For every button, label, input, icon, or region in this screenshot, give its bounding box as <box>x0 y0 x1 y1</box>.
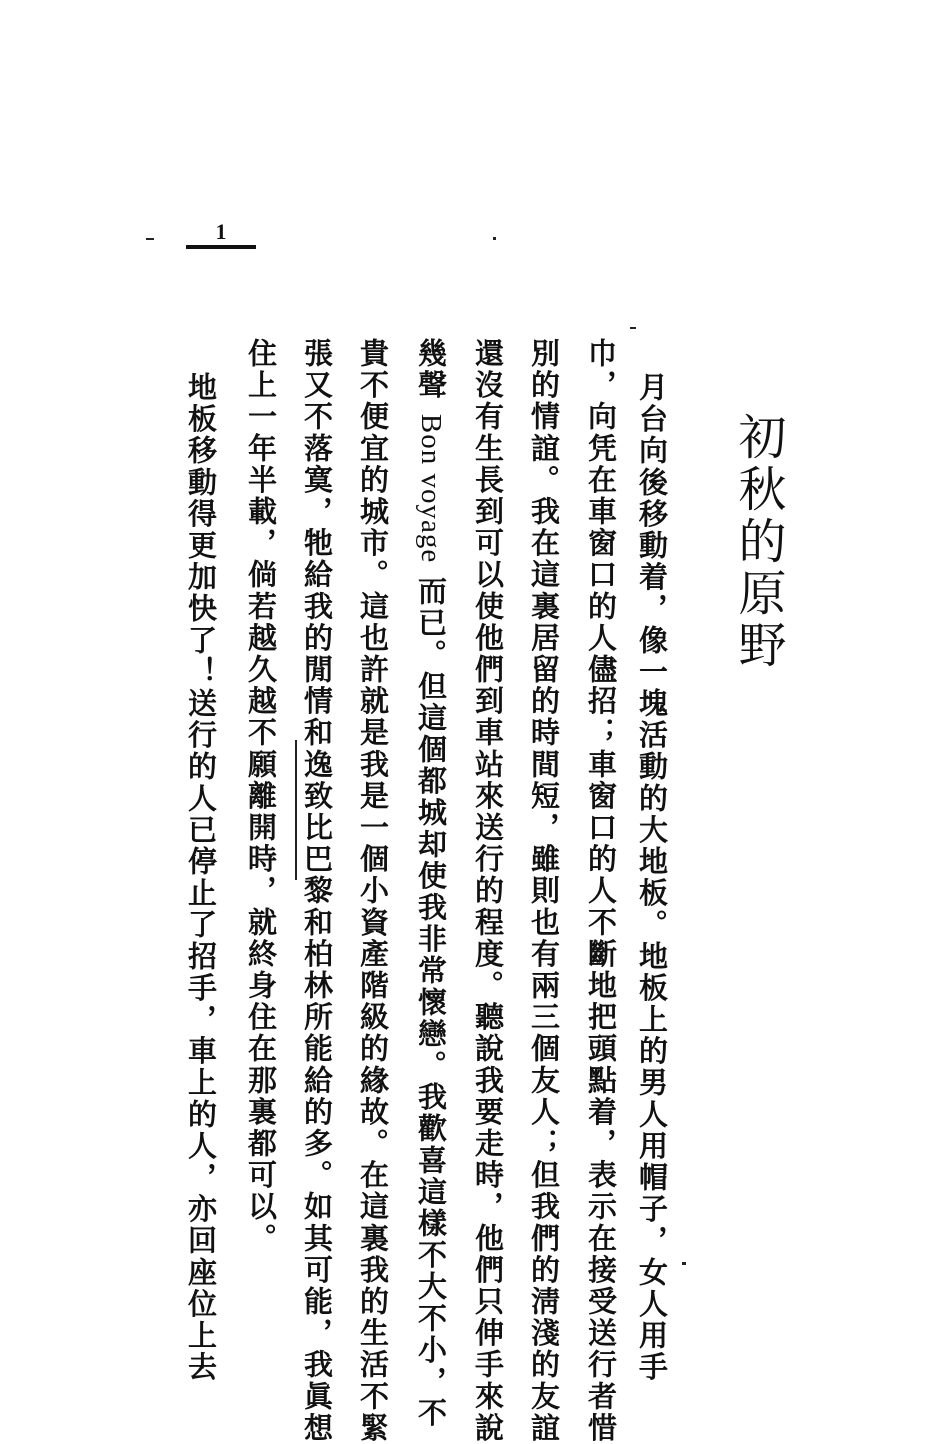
text-column: 張又不落寞，牠給我的閒情和逸致比巴黎和柏林所能給的多。如其可能，我眞想 <box>300 338 334 1444</box>
text-column: 地板移動得更加快了！送行的人已停止了招手，車上的人，亦回座位上去 <box>184 372 218 1384</box>
text-column <box>410 338 452 1430</box>
speck-mark <box>682 1262 686 1265</box>
text-column: 巾，向凭在車窗口的人儘招；車窗口的人不斷地把頭點着，表示在接受送行者惜 <box>584 338 618 1444</box>
speck-mark <box>630 327 636 329</box>
text-column: 貴不便宜的城市。這也許就是我是一個小資產階級的緣故。在這裏我的生活不緊 <box>356 338 390 1444</box>
text-column: 別的情誼。我在這裏居留的時間短，雖則也有兩三個友人；但我們的淸淺的友誼 <box>527 338 561 1444</box>
speck-mark <box>146 238 154 240</box>
text-segment: 而已。但這個都城却使我非常懷戀。我歡喜這樣不大不小，不 <box>414 575 448 1430</box>
text-column: 還沒有生長到可以使他們到車站來送行的程度。聽說我要走時，他們只伸手來說 <box>471 338 505 1444</box>
text-segment: 幾聲 <box>414 338 448 402</box>
speck-mark <box>493 237 496 240</box>
chapter-title: 初秋的原野 <box>730 412 786 672</box>
text-column: 月台向後移動着，像一塊活動的大地板。地板上的男人用帽子，女人用手 <box>635 372 669 1384</box>
proper-name-underline <box>295 740 297 880</box>
page-number: 1 <box>215 219 227 244</box>
foreign-phrase: Bon voyage <box>415 413 447 564</box>
text-column: 住上一年半載，倘若越久越不願離開時，就終身住在那裏都可以。 <box>244 338 278 1255</box>
page-number-rule <box>186 245 256 249</box>
